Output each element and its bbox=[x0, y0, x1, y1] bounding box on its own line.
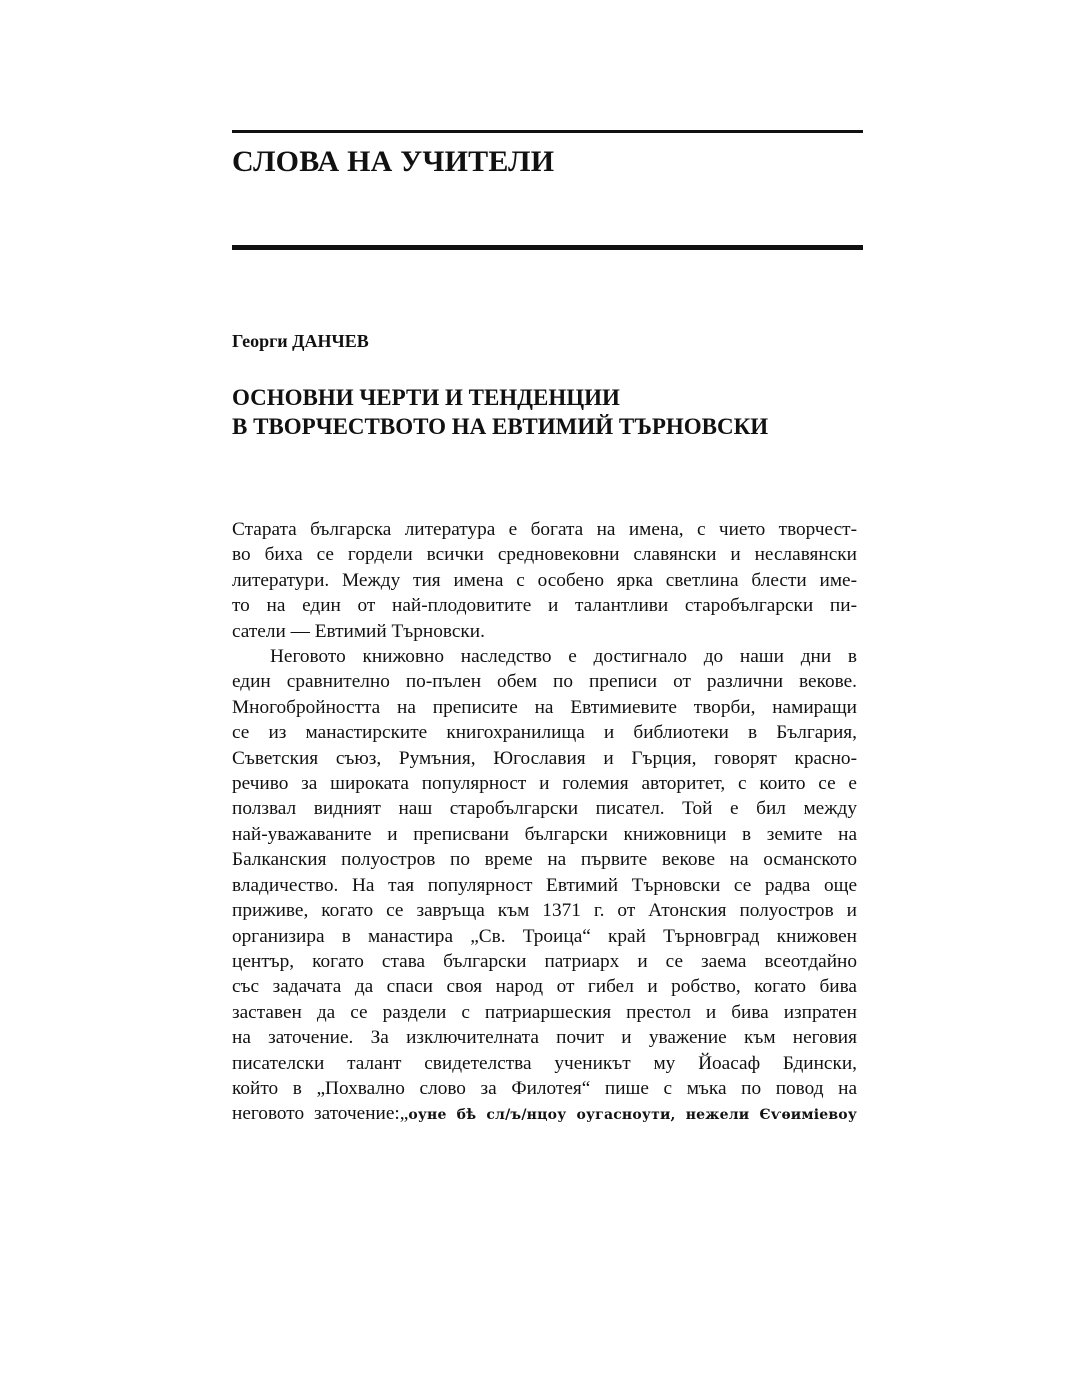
article-title bbox=[232, 383, 768, 441]
article-body bbox=[232, 517, 857, 1129]
text-line: организира в манастира „Св. Троица“ край Търновград книжовен bbox=[232, 925, 857, 947]
text-line: Многобройността на преписите на Евтимиевите творби, намиращи bbox=[232, 696, 857, 718]
text-line: Балканския полуостров по време на първите векове на османското bbox=[232, 849, 857, 871]
text-line: се из манастирските книгохранилища и библиотеки в България, bbox=[232, 722, 857, 744]
text-line: най-уважаваните и преписвани български книжовници в земите на bbox=[232, 823, 857, 845]
text-line: то на един от най-плодовитите и талантливи старобългарски пи- bbox=[232, 595, 857, 617]
text-line bbox=[232, 1101, 857, 1128]
text-line: със задачата да спаси своя народ от гибел и робство, когато бива bbox=[232, 976, 857, 998]
text-line: Неговото книжовно наследство е достигнало до наши дни в bbox=[270, 646, 857, 668]
article-title-line: В ТВОРЧЕСТВОТО НА ЕВТИМИЙ ТЪРНОВСКИ bbox=[232, 414, 769, 439]
text-line: център, когато става български патриарх и се заема всеотдайно bbox=[232, 950, 857, 972]
text-line: Старата българска литература е богата на имена, с чието творчест- bbox=[232, 519, 857, 540]
text-line: владичество. На тая популярност Евтимий Търновски се радва още bbox=[232, 874, 857, 896]
church-slavonic-quote: оуне бѣ сл/ъ/нцоу оугаснoути, нежели Єѵѳиміевоу bbox=[408, 1107, 857, 1124]
text-line: Съветския съюз, Румъния, Югославия и Гърция, говорят красно- bbox=[232, 747, 857, 769]
text-line: сатели — Евтимий Търновски. bbox=[232, 620, 485, 642]
text-line: писателски талант свидетелства ученикът му Йоасаф Бдински, bbox=[232, 1052, 857, 1074]
article-title-line: ОСНОВНИ ЧЕРТИ И ТЕНДЕНЦИИ bbox=[232, 385, 620, 410]
text-line: во биха се гордели всички средновековни славянски и неславянски bbox=[232, 544, 857, 566]
section-title: СЛОВА НА УЧИТЕЛИ bbox=[232, 145, 555, 178]
top-rule bbox=[232, 130, 863, 133]
text-line: един сравнително по-пълен обем по преписи от различни векове. bbox=[232, 671, 857, 693]
text-line: речиво за широката популярност и големия авторитет, с които се е bbox=[232, 773, 857, 795]
bottom-rule bbox=[232, 245, 863, 250]
text-line: ползвал видният наш старобългарски писател. Той е бил между bbox=[232, 798, 857, 820]
text-fragment: неговото заточение:„ bbox=[232, 1103, 409, 1125]
text-line: литератури. Между тия имена с особено ярка светлина блести име- bbox=[232, 569, 857, 591]
text-line: на заточение. За изключителната почит и уважение към неговия bbox=[232, 1027, 857, 1049]
author-name: Георги ДАНЧЕВ bbox=[232, 331, 369, 351]
paragraph bbox=[232, 644, 857, 1129]
text-line: който в „Похвално слово за Филотея“ пише с мъка по повод на bbox=[232, 1077, 857, 1099]
text-line: приживе, когато се завръща към 1371 г. от Атонския полуостров и bbox=[232, 900, 857, 922]
text-line: заставен да се раздели с патриаршеския престол и бива изпратен bbox=[232, 1001, 857, 1023]
paragraph bbox=[232, 517, 857, 644]
